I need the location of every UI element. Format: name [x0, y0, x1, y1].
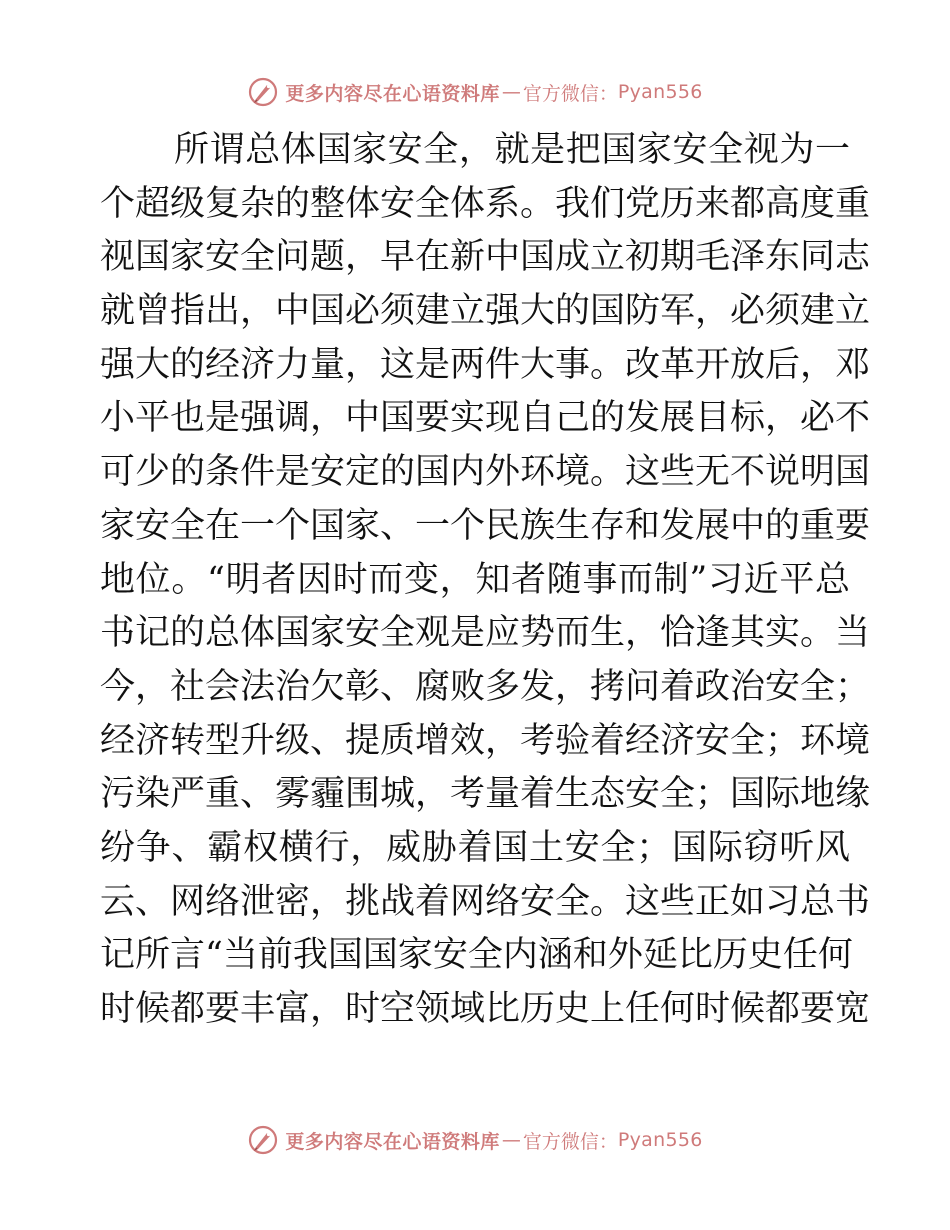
pen-nib-icon — [247, 1124, 279, 1156]
pen-nib-icon — [247, 76, 279, 108]
watermark-brand: 更多内容尽在心语资料库 — [285, 1130, 500, 1153]
paragraph-line: 经济转型升级、提质增效，考验着经济安全；环境 — [100, 720, 871, 761]
watermark-brand: 更多内容尽在心语资料库 — [285, 82, 500, 105]
paragraph-line: 污染严重、雾霾围城，考量着生态安全；国际地缘 — [100, 774, 871, 815]
paragraph-line: 强大的经济力量，这是两件大事。改革开放后，邓 — [100, 344, 871, 385]
paragraph-line: 个超级复杂的整体安全体系。我们党历来都高度重 — [100, 183, 871, 224]
watermark-wechat-label: 官方微信： — [522, 1130, 618, 1153]
paragraph-line: 记所言“当前我国国家安全内涵和外延比历史任何 — [100, 935, 853, 976]
paragraph-line: 所谓总体国家安全，就是把国家安全视为一 — [174, 130, 850, 170]
header-watermark — [0, 72, 950, 112]
paragraph-line: 视国家安全问题，早在新中国成立初期毛泽东同志 — [100, 237, 871, 278]
paragraph-line: 云、网络泄密，挑战着网络安全。这些正如习总书 — [100, 881, 871, 922]
footer-watermark — [0, 1120, 950, 1160]
watermark-separator: — — [501, 81, 521, 103]
watermark-wechat-label: 官方微信： — [522, 82, 618, 105]
watermark-separator: — — [501, 1129, 521, 1151]
paragraph-line: 今，社会法治欠彰、腐败多发，拷问着政治安全； — [100, 666, 871, 707]
paragraph-line: 家安全在一个国家、一个民族生存和发展中的重要 — [100, 505, 871, 546]
paragraph-line: 小平也是强调，中国要实现自己的发展目标，必不 — [100, 398, 871, 439]
paragraph-line: 可少的条件是安定的国内外环境。这些无不说明国 — [100, 452, 871, 493]
watermark-account: Pyan556 — [617, 81, 703, 103]
paragraph-line: 纷争、霸权横行，威胁着国土安全；国际窃听风 — [100, 827, 850, 868]
paragraph-line: 就曾指出，中国必须建立强大的国防军，必须建立 — [100, 291, 871, 332]
paragraph-line: 书记的总体国家安全观是应势而生，恰逢其实。当 — [100, 613, 871, 654]
watermark-account: Pyan556 — [617, 1129, 703, 1151]
paragraph-line: 地位。“明者因时而变，知者随事而制”习近平总 — [100, 559, 850, 600]
document-paragraph — [100, 124, 871, 1037]
paragraph-line: 时候都要丰富，时空领域比历史上任何时候都要宽 — [100, 989, 871, 1029]
